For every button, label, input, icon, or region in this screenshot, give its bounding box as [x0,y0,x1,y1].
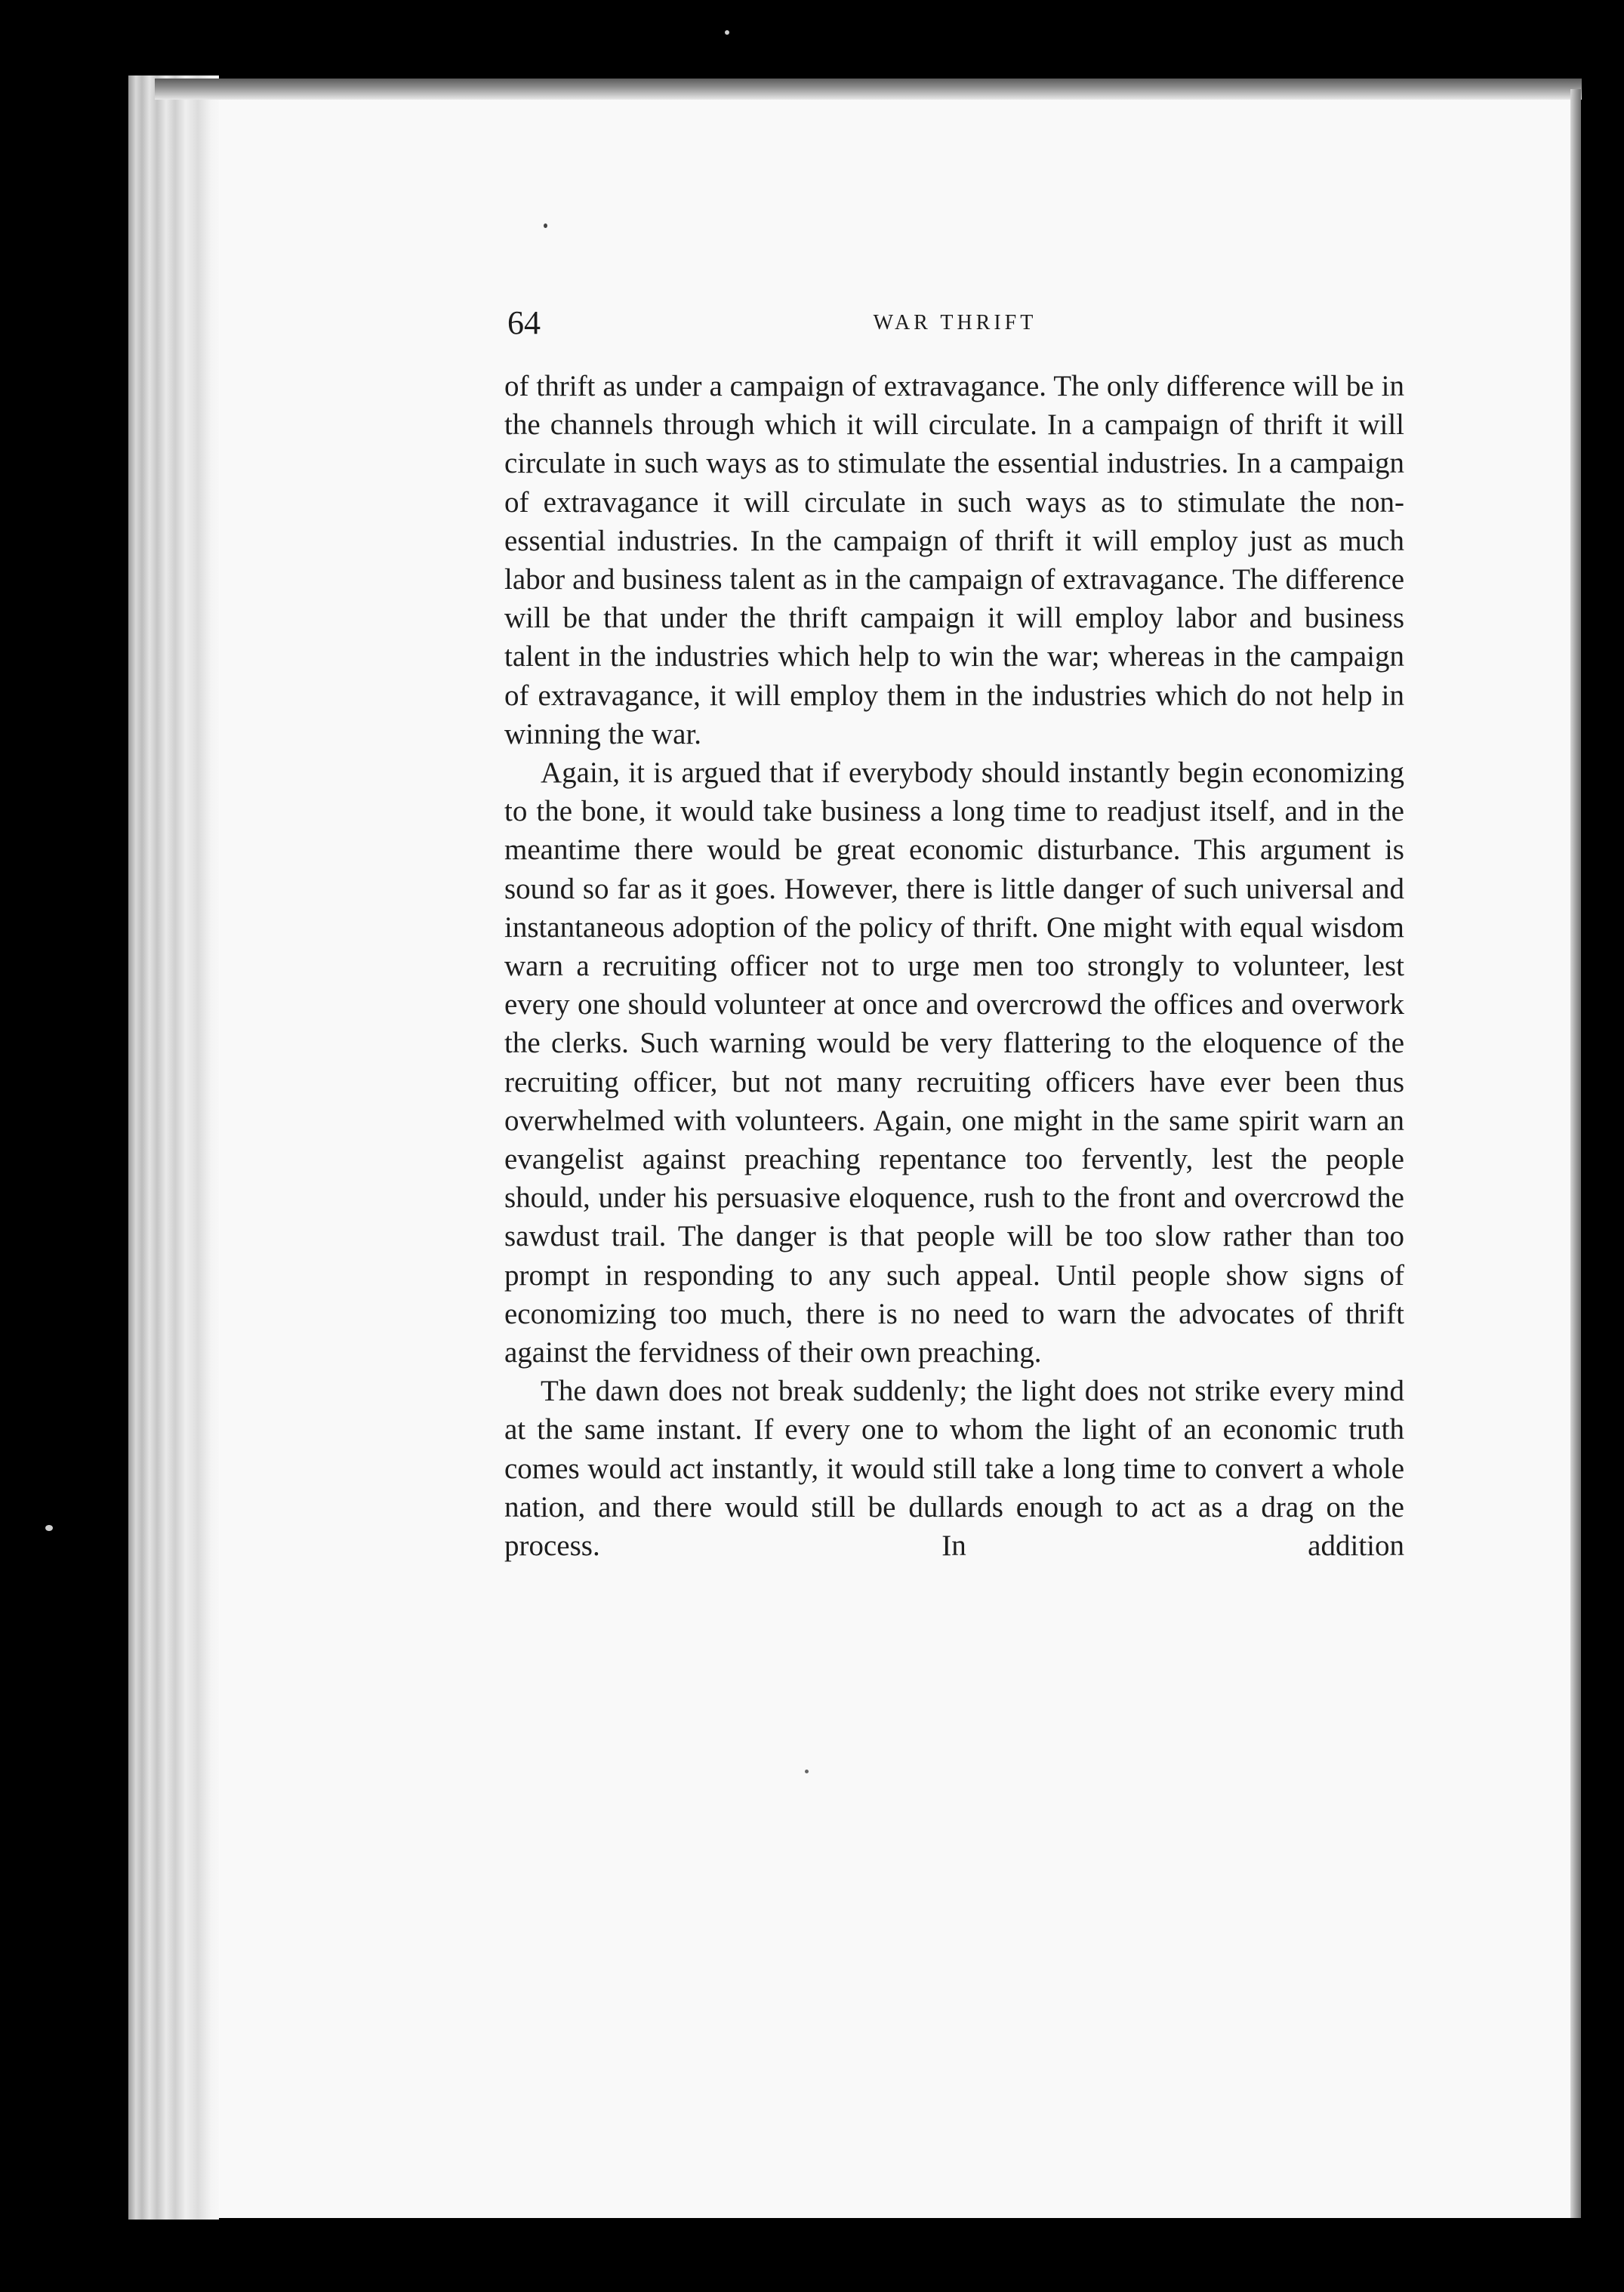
paragraph-2: Again, it is argued that if everybody should instantly begin economizing to the bone, it would take business a long time to readjust itself, and in the meantime there would be great economic disturbance. This argument is sound so far as it goes. However, there is little danger of such universal and instantaneous adoption of the policy of thrift. One might with equal wisdom warn a recruiting officer not to urge men too strongly to volunteer, lest every one should volunteer at once and overcrowd the offices and overwork the clerks. Such warning would be very flattering to the eloquence of the recruiting officer, but not many recruiting officers have ever been thus overwhelmed with volunteers. Again, one might in the same spirit warn an evangelist against preaching repentance too fervently, lest the people should, under his persuasive eloquence, rush to the front and overcrowd the sawdust trail. The danger is that people will be too slow rather than too prompt in responding to any such appeal. Until people show signs of economizing too much, there is no need to warn the advocates of thrift against the fervidness of their own preaching. [504,756,1404,1369]
page-header [507,300,1403,346]
paragraph-1: of thrift as under a campaign of extravagance. The only difference will be in the channels through which it will circulate. In a campaign of thrift it will circulate in such ways as to stimulate the essential industries. In a campaign of extravagance it will circulate in such ways as to stimulate the non-essential industries. In the campaign of thrift it will employ just as much labor and business talent as in the campaign of extravagance. The difference will be that under the thrift campaign it will employ labor and business talent in the industries which help to win the war; whereas in the campaign of extravagance, it will employ them in the industries which do not help in winning the war. [504,370,1404,750]
scan-dust-speck [45,1525,53,1531]
scan-dust-speck [725,30,729,35]
page-body [504,367,1404,1565]
page-number: 64 [507,304,541,341]
page-top-shadow [155,79,1582,100]
scan-dust-speck [805,1770,809,1773]
running-head: WAR THRIFT [873,311,1037,334]
page-right-edge [1570,89,1581,2218]
scan-dust-speck [544,223,547,228]
paragraph-3: The dawn does not break suddenly; the light does not strike every mind at the same instant. If every one to whom the light of an economic truth comes would act instantly, it would still take a long time to convert a whole nation, and there would still be dullards enough to act as a drag on the process. In addition [504,1375,1404,1563]
book-page-stack-edge [128,75,219,2220]
